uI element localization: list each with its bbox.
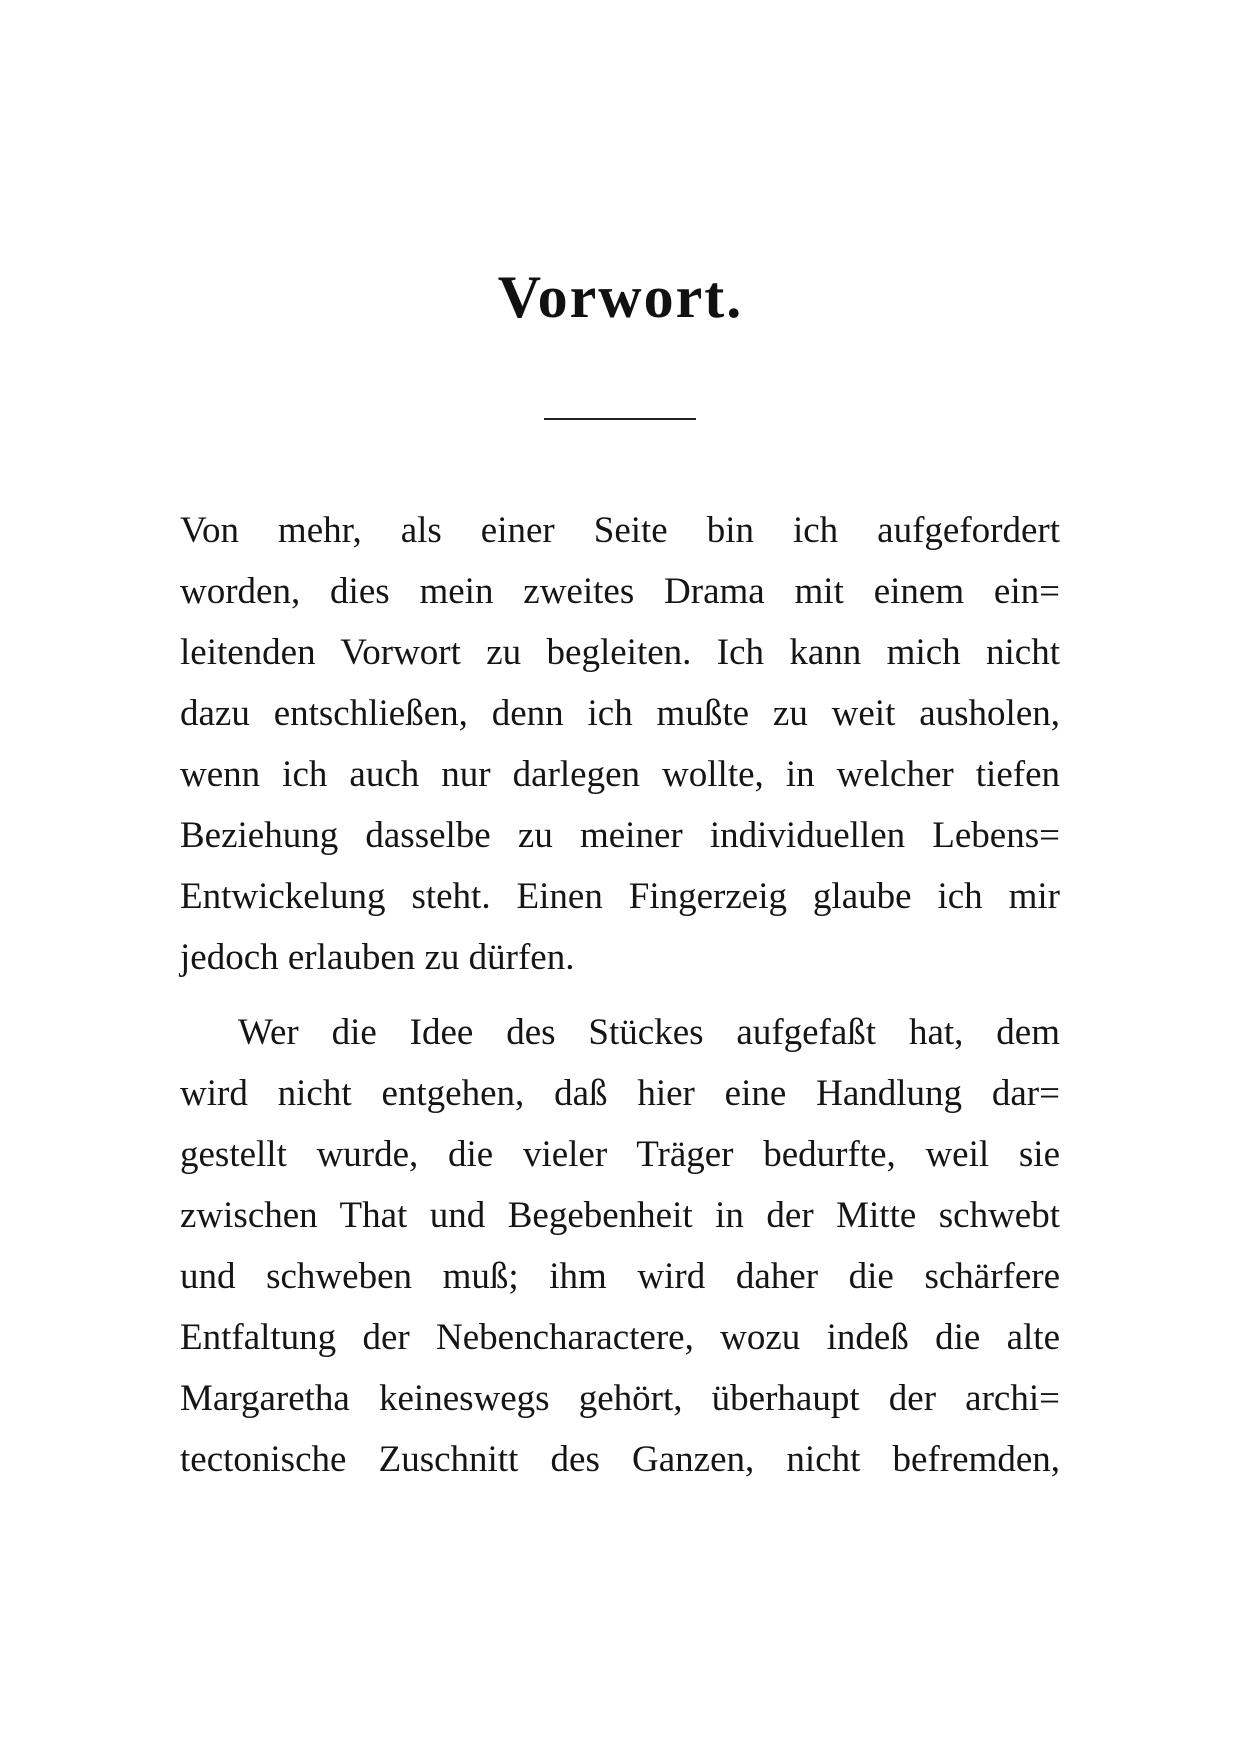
page-title: Vorwort. [497, 264, 744, 330]
text-line: Von mehr, als einer Seite bin ich aufgefordert [180, 510, 1060, 551]
text-line: Beziehung dasselbe zu meiner individuellen Lebens= [180, 815, 1060, 856]
paragraph-gap [180, 988, 1060, 1002]
text-line: wenn ich auch nur darlegen wollte, in welcher tiefen [180, 754, 1060, 795]
text-line: Wer die Idee des Stückes aufgefaßt hat, dem [238, 1012, 1060, 1053]
text-line: dazu entschließen, denn ich mußte zu weit ausholen, [180, 693, 1060, 734]
text-line: gestellt wurde, die vieler Träger bedurfte, weil sie [180, 1134, 1060, 1175]
text-line: tectonische Zuschnitt des Ganzen, nicht befremden, [180, 1439, 1060, 1480]
text-line: leitenden Vorwort zu begleiten. Ich kann mich nicht [180, 632, 1060, 673]
text-line: Entfaltung der Nebencharactere, wozu indeß die alte [180, 1317, 1060, 1358]
text-line: wird nicht entgehen, daß hier eine Handlung dar= [180, 1073, 1060, 1114]
text-line: Margaretha keineswegs gehört, überhaupt der archi= [180, 1378, 1060, 1419]
text-line: Entwickelung steht. Einen Fingerzeig glaube ich mir [180, 876, 1060, 917]
body-text [180, 500, 1060, 1490]
text-line: zwischen That und Begebenheit in der Mitte schwebt [180, 1195, 1060, 1236]
text-line: und schweben muß; ihm wird daher die schärfere [180, 1256, 1060, 1297]
title-divider [544, 418, 696, 420]
text-line: jedoch erlauben zu dürfen. [180, 937, 575, 978]
text-line: worden, dies mein zweites Drama mit einem ein= [180, 571, 1060, 612]
